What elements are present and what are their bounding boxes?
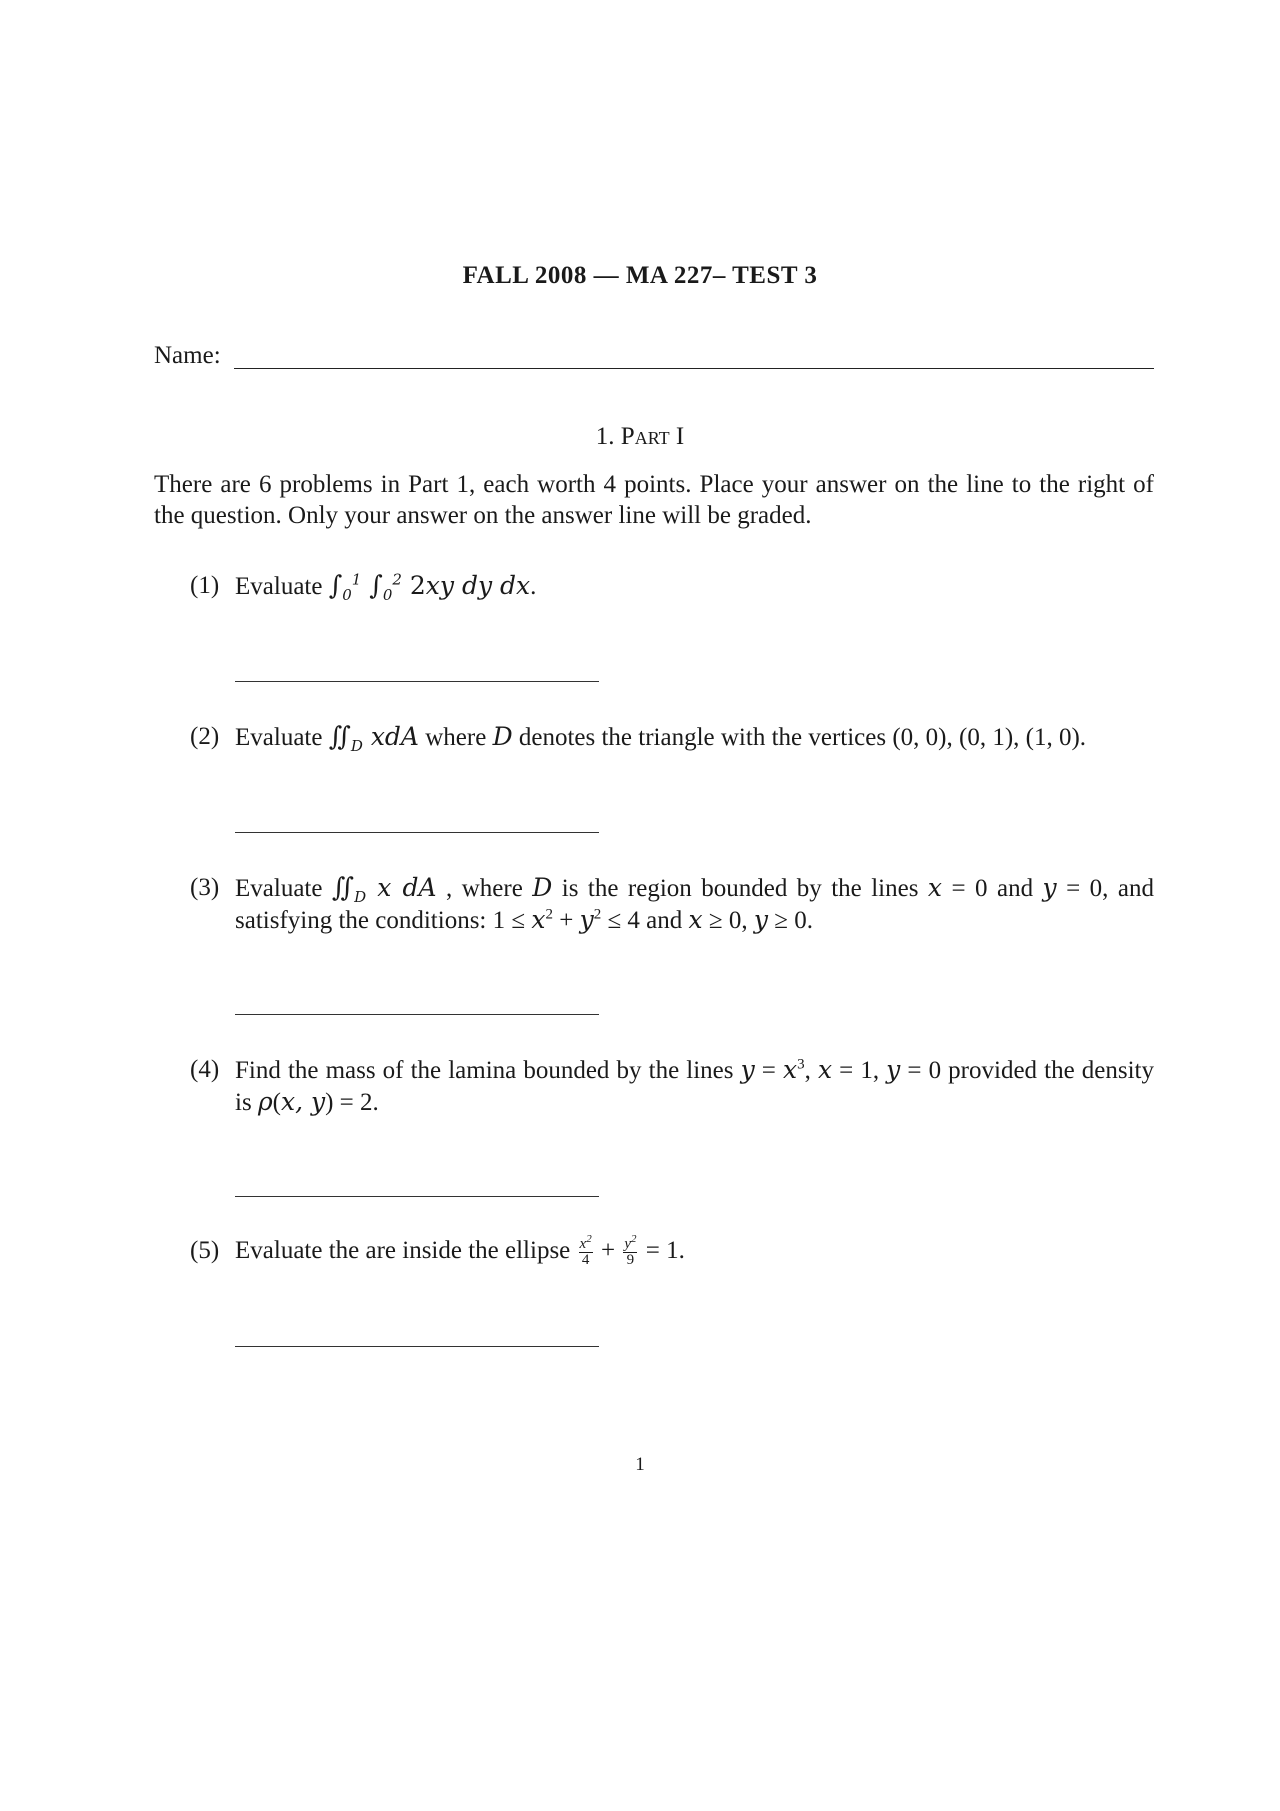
fraction-y: $\frac{y^2}{9}$ <box>624 1232 637 1268</box>
problem-number: (3) <box>190 874 220 901</box>
answer-line-4[interactable] <box>235 1196 599 1197</box>
section-title: Part I <box>620 423 685 450</box>
name-answer-line[interactable] <box>234 368 1154 369</box>
problem-5 <box>190 1232 1154 1268</box>
fraction-x: $\frac{x^2}{4}$ <box>579 1232 592 1268</box>
problem-text: Evaluate $\int_0^1$ $\int_0^2$ 2xy dy dx. <box>235 570 537 604</box>
problem-number: (1) <box>190 572 220 599</box>
answer-line-2[interactable] <box>235 832 599 833</box>
answer-line-1[interactable] <box>235 681 599 682</box>
instructions-paragraph: There are 6 problems in Part 1, each worth 4 points. Place your answer on the line to the right of the question. Only your answer on the answer line will be graded. <box>154 471 1154 529</box>
answer-line-5[interactable] <box>235 1346 599 1347</box>
section-number: 1. <box>595 423 615 450</box>
answer-line-3[interactable] <box>235 1014 599 1015</box>
problem-1 <box>190 570 1154 602</box>
name-field-row <box>154 342 1154 378</box>
problem-4 <box>190 1054 1154 1118</box>
problem-text: Evaluate the are inside the ellipse $\frac{x^2}{4}$ + $\frac{y^2}{9}$ = 1. <box>235 1232 685 1268</box>
problem-text: Evaluate $∬_D$ xdA where D denotes the triangle with the vertices (0, 0), (0, 1), (1, 0). <box>235 722 1087 755</box>
problem-3 <box>190 872 1154 936</box>
section-heading <box>0 423 1280 451</box>
name-label: Name: <box>154 342 221 369</box>
problem-number: (5) <box>190 1237 220 1264</box>
problem-2 <box>190 721 1154 753</box>
problem-number: (2) <box>190 723 220 750</box>
problem-text: Find the mass of the lamina bounded by the lines $y = x^3$, x = 1, y = 0 provided the density is ρ(x, y) = 2. <box>235 1055 1154 1116</box>
problem-text: Evaluate $∬_D$ x dA , where D is the region bounded by the lines x = 0 and y = 0, and satisfying the conditions: $1 \le x^2 + y^2 \le 4$ and x ≥ 0, y ≥ 0. <box>235 873 1154 934</box>
page-number: 1 <box>635 1454 645 1475</box>
page-title: FALL 2008 — MA 227– TEST 3 <box>462 262 818 289</box>
problem-number: (4) <box>190 1056 220 1083</box>
